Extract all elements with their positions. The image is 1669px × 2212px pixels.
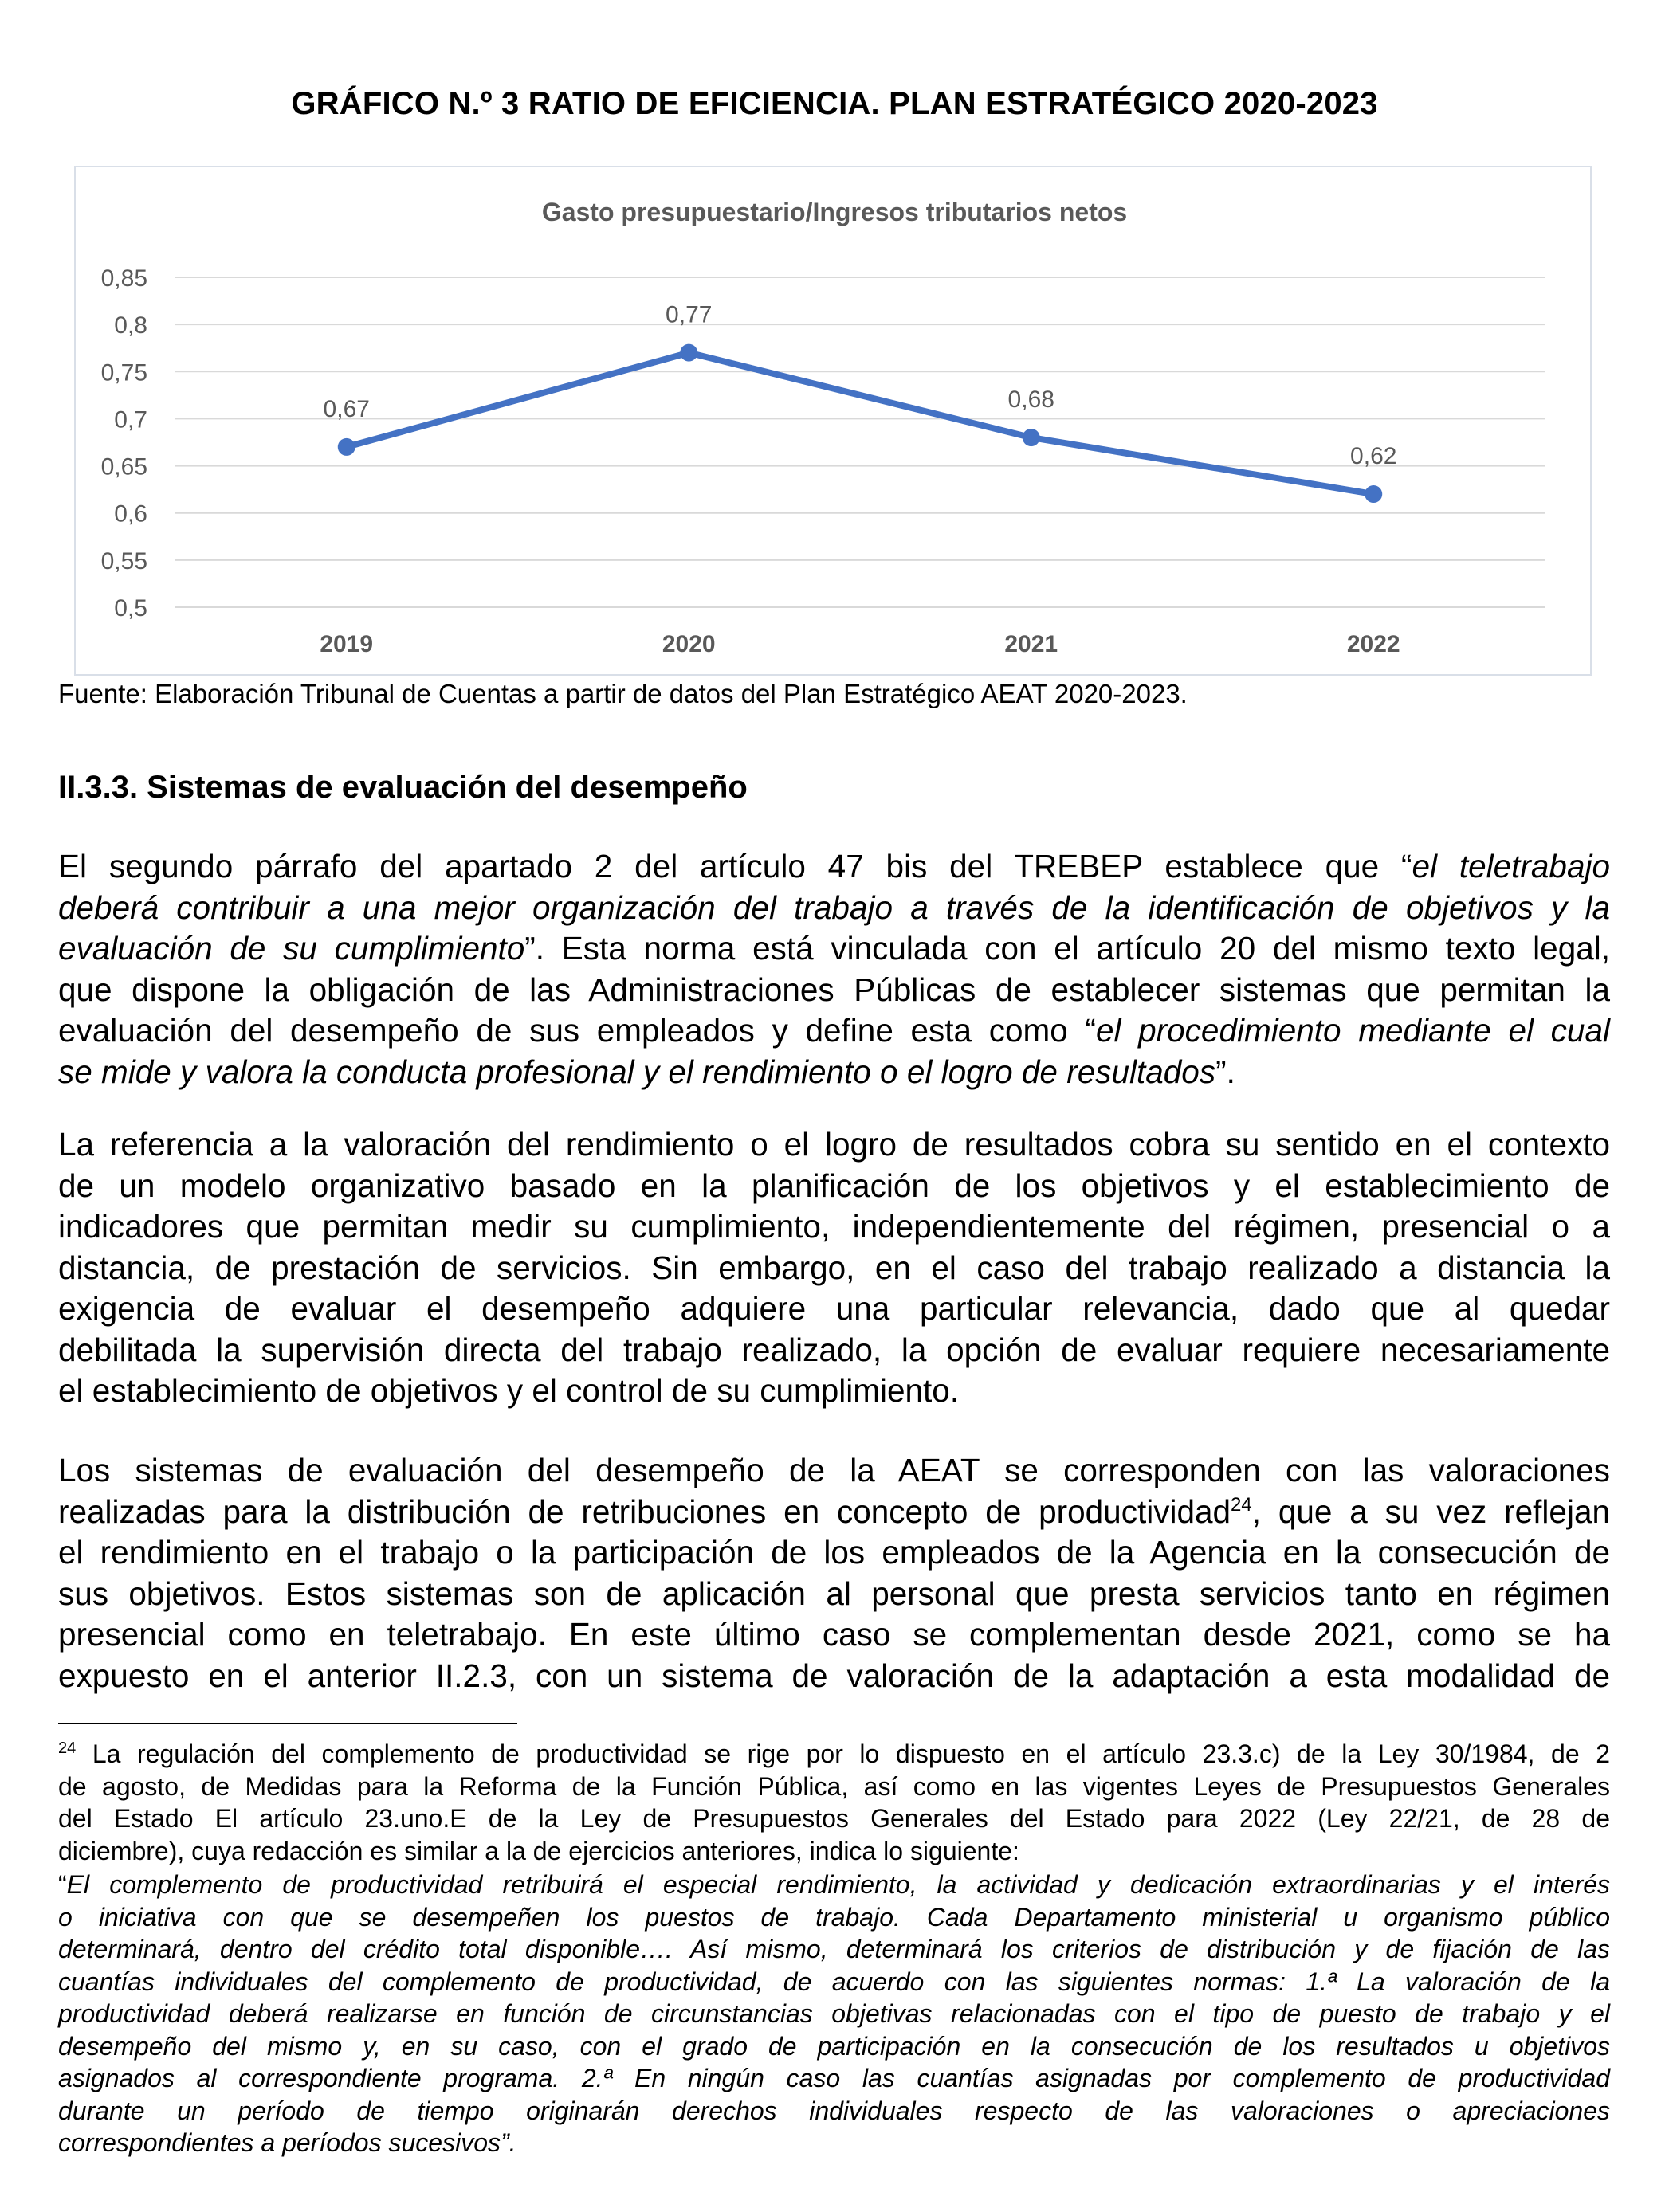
x-tick-label: 2019: [320, 631, 374, 657]
footnote-separator: [58, 1723, 517, 1724]
y-tick-label: 0,8: [114, 312, 147, 339]
y-tick-label: 0,7: [114, 406, 147, 433]
paragraph-2: La referencia a la valoración del rendimiento o el logro de resultados cobra su sentido en el contexto de un modelo organizativo basado en la planificación de los objetivos y el establecimiento de indicadores que permitan medir su cumplimiento, independientemente del régimen, presencial o a distancia, de prestación de servicios. Sin embargo, en el caso del trabajo realizado a distancia la exigencia de evaluar el desempeño adquiere una particular relevancia, dado que al quedar debilitada la supervisión directa del trabajo realizado, la opción de evaluar requiere necesariamente el establecimiento de objetivos y el control de su cumplimiento.: [58, 1126, 1610, 1409]
y-tick-label: 0,85: [100, 265, 147, 292]
footnote-quote: “El complemento de productividad retribuirá el especial rendimiento, la actividad y dedicación extraordinarias y el interés o iniciativa con que se desempeñen los puestos de trabajo. Cada Departamento ministerial u organismo público determinará, dentro del crédito total disponible…. Así mismo, determinará los criterios de distribución y de fijación de las cuantías individuales del complemento de productividad, de acuerdo con las siguientes normas: 1.ª La valoración de la productividad deberá realizarse en función de circunstancias objetivas relacionadas con el tipo de puesto de trabajo y el desempeño del mismo y, en su caso, con el grado de participación en la consecución de los resultados u objetivos asignados al correspondiente programa. 2.ª En ningún caso las cuantías asignadas por complemento de productividad durante un período de tiempo originarán derechos individuales respecto de las valoraciones o apreciaciones correspondientes a períodos sucesivos”.: [58, 1870, 1610, 2157]
y-tick-label: 0,75: [100, 359, 147, 386]
x-tick-label: 2022: [1346, 631, 1400, 657]
footnote-24: $^{24}$ La regulación del complemento de productividad se rige por lo dispuesto en el artículo 23.3.c) de la Ley 30/1984, de 2 de agosto, de Medidas para la Reforma de la Función Pública, así como en las vigentes Leyes de Presupuestos Generales del Estado El artículo 23.uno.E de la Ley de Presupuestos Generales del Estado para 2022 (Ley 22/21, de 28 de diciembre), cuya redacción es similar a la de ejercicios anteriores, indica lo siguiente:: [58, 1739, 1610, 1865]
data-point: [680, 344, 697, 362]
chart-svg: [76, 167, 1593, 677]
y-tick-label: 0,5: [114, 595, 147, 622]
y-tick-label: 0,55: [100, 547, 147, 575]
data-point: [1365, 485, 1382, 503]
line-chart: [74, 166, 1592, 676]
data-label: 0,68: [1007, 386, 1054, 414]
y-tick-label: 0,65: [100, 453, 147, 480]
data-label: 0,62: [1350, 443, 1397, 470]
data-point: [1023, 429, 1040, 446]
chart-title: Gasto presupuestario/Ingresos tributarios netos: [541, 198, 1128, 226]
data-label: 0,67: [323, 395, 370, 422]
data-point: [338, 438, 355, 456]
paragraph-3: Los sistemas de evaluación del desempeño de la AEAT se corresponden con las valoraciones realizadas para la distribución de retribuciones en concepto de productividad$^{24}$, que a su vez reflejan el rendimiento en el trabajo o la participación de los empleados de la Agencia en la consecución de sus objetivos. Estos sistemas son de aplicación al personal que presta servicios tanto en régimen presencial como en teletrabajo. En este último caso se complementan desde 2021, como se ha expuesto en el anterior II.2.3, con un sistema de valoración de la adaptación a esta modalidad de: [58, 1452, 1610, 1694]
x-tick-label: 2021: [1004, 631, 1058, 657]
figure-title: GRÁFICO N.º 3 RATIO DE EFICIENCIA. PLAN ESTRATÉGICO 2020-2023: [291, 86, 1378, 121]
y-tick-label: 0,6: [114, 500, 147, 528]
figure-source: Fuente: Elaboración Tribunal de Cuentas a partir de datos del Plan Estratégico AEAT 2020-2023.: [58, 679, 1188, 708]
data-label: 0,77: [666, 301, 713, 328]
footnote-reference[interactable]: 24: [1231, 1493, 1252, 1516]
x-tick-label: 2020: [662, 631, 716, 657]
paragraph-1: El segundo párrafo del apartado 2 del artículo 47 bis del TREBEP establece que “el teletrabajo deberá contribuir a una mejor organización del trabajo a través de la identificación de objetivos y la evaluación de su cumplimiento”. Esta norma está vinculada con el artículo 20 del mismo texto legal, que dispone la obligación de las Administraciones Públicas de establecer sistemas que permitan la evaluación del desempeño de sus empleados y define esta como “el procedimiento mediante el cual se mide y valora la conducta profesional y el rendimiento o el logro de resultados”.: [58, 848, 1610, 1090]
series-line: [347, 353, 1374, 494]
section-heading: II.3.3. Sistemas de evaluación del desempeño: [58, 770, 748, 805]
